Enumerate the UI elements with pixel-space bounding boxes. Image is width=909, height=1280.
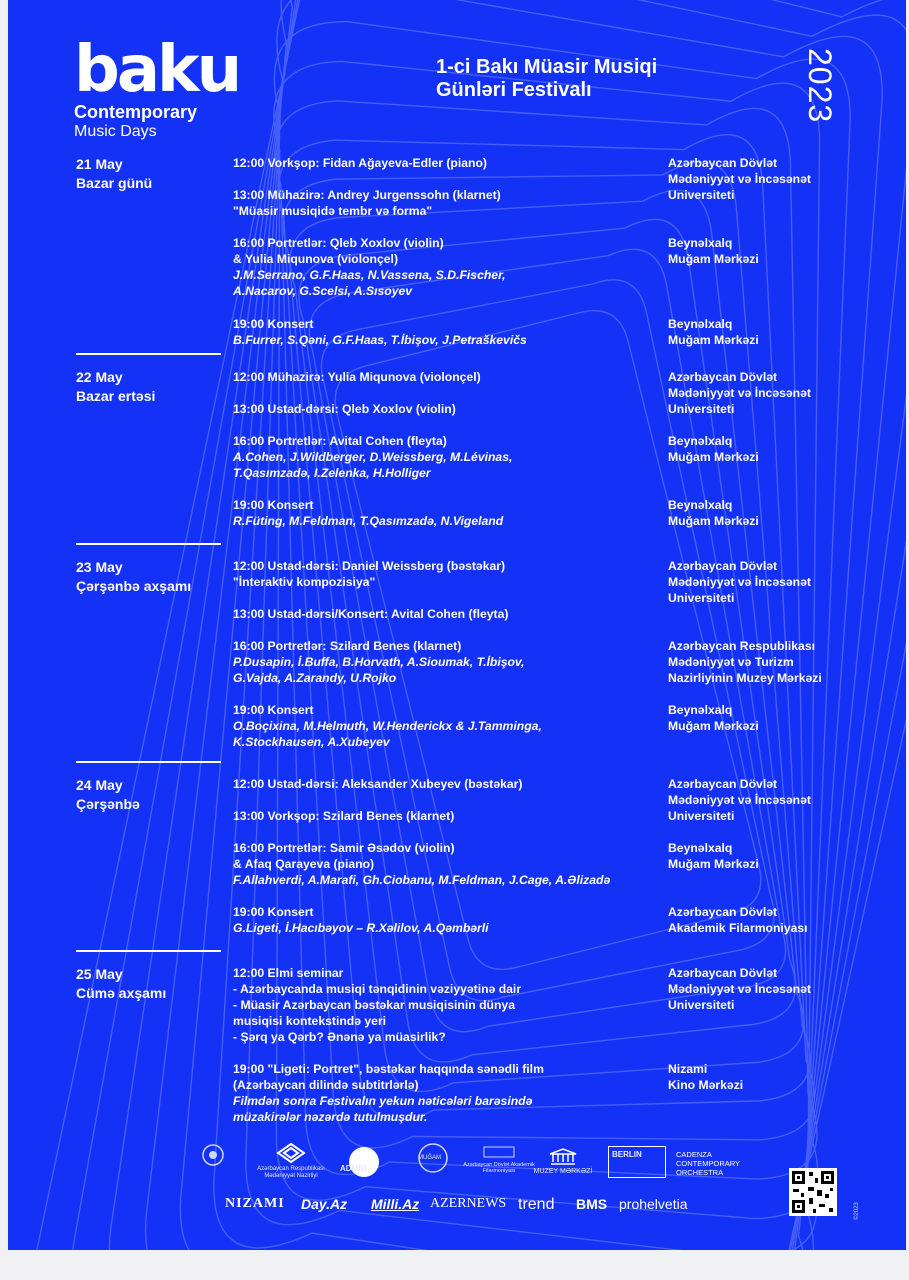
- day-divider: [76, 950, 221, 952]
- day-label: [76, 965, 166, 1003]
- venue-line: Akademik Filarmoniyası: [668, 921, 808, 935]
- event-composers: T.Qasımzadə, I.Zelenka, H.Holliger: [233, 466, 431, 480]
- day-label: [76, 776, 140, 814]
- event-title: 12:00 Mühazirə: Yulia Miqunova (violonçel): [233, 370, 481, 384]
- day-weekday: Bazar ertəsi: [76, 388, 156, 404]
- venue-line: Azərbaycan Dövlət: [668, 156, 778, 170]
- qr-code[interactable]: [789, 1168, 837, 1216]
- venue-line: Beynəlxalq: [668, 236, 733, 250]
- sponsor-logos: [168, 1138, 768, 1188]
- event-detail: musiqisi kontekstində yeri: [233, 1014, 387, 1028]
- venue-line: Azərbaycan Dövlət: [668, 370, 778, 384]
- event-entry: [233, 808, 663, 824]
- event-entry: [233, 187, 663, 219]
- event-detail: - Müasir Azərbaycan bəstəkar musiqisinin dünya: [233, 998, 515, 1012]
- venue-line: Muğam Mərkəzi: [668, 252, 759, 266]
- sponsor-cadenza: [676, 1150, 756, 1177]
- event-entry: [233, 316, 663, 348]
- event-entry: [233, 235, 663, 299]
- day-weekday: Cümə axşamı: [76, 985, 167, 1001]
- day-date: 22 May: [76, 369, 123, 385]
- event-entry: [233, 558, 663, 590]
- event-composers: A.Nacarov, G.Scelsi, A.Sısoyev: [233, 284, 413, 298]
- sponsor-ministry-emblem: [178, 1142, 248, 1170]
- media-bms: BMS: [576, 1196, 608, 1212]
- venue-line: Azərbaycan Dövlət: [668, 777, 778, 791]
- poster-credit: [844, 1150, 858, 1220]
- event-title: 12:00 Ustad-dərsi: Aleksander Xubeyev (bəstəkar): [233, 777, 523, 791]
- venue-line: Muğam Mərkəzi: [668, 719, 759, 733]
- venue-line: Mədəniyyət və İncəsənət: [668, 982, 811, 996]
- event-entry: [233, 904, 663, 936]
- event-composers: P.Dusapin, İ.Buffa, B.Horvath, A.Sioumak, T.İbişov,: [233, 655, 525, 669]
- emblem-icon: [198, 1142, 228, 1168]
- venue-line: Mədəniyyət və Turizm: [668, 655, 794, 669]
- day-date: 24 May: [76, 777, 123, 793]
- event-title: 19:00 Konsert: [233, 905, 314, 919]
- event-entry: [233, 606, 663, 622]
- day-divider: [76, 761, 221, 763]
- day-date: 23 May: [76, 559, 123, 575]
- event-venue: [668, 235, 868, 267]
- event-composers: R.Füting, M.Feldman, T.Qasımzadə, N.Vigeland: [233, 514, 504, 528]
- day-label: [76, 558, 191, 596]
- venue-line: Azərbaycan Dövlət: [668, 905, 778, 919]
- poster-credit-text: ©2023: [854, 1202, 860, 1220]
- event-venue: [668, 904, 868, 936]
- event-venue: [668, 965, 868, 1013]
- event-entry: [233, 776, 663, 792]
- event-detail: - Şərq ya Qərb? Ənənə ya müasirlik?: [233, 1030, 446, 1044]
- event-composers: O.Boçixina, M.Helmuth, W.Henderickx & J.Tamminga,: [233, 719, 542, 733]
- event-entry: [233, 155, 663, 171]
- sponsor-mugam: [408, 1138, 458, 1176]
- venue-line: Muğam Mərkəzi: [668, 333, 759, 347]
- media-milliaz: Milli.Az: [371, 1196, 420, 1212]
- venue-line: Universiteti: [668, 591, 735, 605]
- event-entry: [233, 369, 663, 385]
- sponsor-berlin-label: BERLIN: [612, 1150, 642, 1159]
- event-title: 19:00 Konsert: [233, 317, 314, 331]
- event-title: 12:00 Vorkşop: Fidan Ağayeva-Edler (piano): [233, 156, 487, 170]
- day-label: [76, 368, 155, 406]
- sponsor-berlin: [608, 1146, 666, 1178]
- festival-poster: [8, 0, 906, 1250]
- event-title: 16:00 Portretlər: Qleb Xoxlov (violin): [233, 236, 444, 250]
- event-venue: [668, 638, 868, 686]
- event-entry: [233, 401, 663, 417]
- venue-line: Universiteti: [668, 998, 735, 1012]
- qr-code-icon: [789, 1168, 837, 1216]
- event-title: 19:00 Konsert: [233, 703, 314, 717]
- event-entry: [233, 702, 663, 750]
- event-venue: [668, 558, 868, 606]
- muzey-building-icon: [548, 1148, 578, 1166]
- logo-wordmark: baku: [74, 33, 240, 107]
- venue-line: Nizami: [668, 1062, 708, 1076]
- venue-line: Muğam Mərkəzi: [668, 450, 759, 464]
- event-entry: [233, 965, 663, 1045]
- year-label: [802, 48, 842, 138]
- festival-title-line1: 1-ci Bakı Müasir Musiqi: [436, 56, 658, 78]
- event-entry: [233, 638, 663, 686]
- event-venue: [668, 369, 868, 417]
- day-divider: [76, 543, 221, 545]
- event-title: 19:00 Konsert: [233, 498, 314, 512]
- day-weekday: Bazar günü: [76, 175, 153, 191]
- sponsor-admiu-label: ADMIU: [340, 1164, 367, 1173]
- sponsor-admiu: [338, 1144, 386, 1182]
- sponsor-filarmoniya: [460, 1144, 538, 1174]
- event-entry: [233, 433, 663, 481]
- venue-line: Universiteti: [668, 402, 735, 416]
- sponsor-muzey-label: MUZEY MƏRKƏZİ: [533, 1168, 593, 1175]
- venue-line: Mədəniyyət və İncəsənət: [668, 172, 811, 186]
- venue-line: Azərbaycan Dövlət: [668, 966, 778, 980]
- venue-line: Mədəniyyət və İncəsənət: [668, 386, 811, 400]
- logo-subtitle-2: Music Days: [74, 123, 157, 140]
- event-venue: [668, 497, 868, 529]
- event-title: 13:00 Ustad-dərsi: Qleb Xoxlov (violin): [233, 402, 456, 416]
- sponsor-ministry-culture: [246, 1142, 336, 1180]
- event-detail: & Yulia Miqunova (violonçel): [233, 252, 399, 266]
- media-partners: [223, 1196, 783, 1222]
- event-entry: [233, 497, 663, 529]
- event-title: 13:00 Mühazirə: Andrey Jurgenssohn (klarnet): [233, 188, 501, 202]
- event-entry: [233, 1061, 663, 1125]
- event-detail: "İnteraktiv kompozisiya": [233, 575, 376, 589]
- day-date: 21 May: [76, 156, 123, 172]
- media-dayaz: Day.Az: [301, 1196, 348, 1212]
- event-venue: [668, 316, 868, 348]
- event-title: 16:00 Portretlər: Avital Cohen (fleyta): [233, 434, 447, 448]
- event-composers: J.M.Serrano, G.F.Haas, N.Vassena, S.D.Fischer,: [233, 268, 506, 282]
- venue-line: Universiteti: [668, 809, 735, 823]
- event-venue: [668, 702, 868, 734]
- event-title: 13:00 Ustad-dərsi/Konsert: Avital Cohen (fleyta): [233, 607, 509, 621]
- festival-logo: [74, 33, 240, 142]
- event-title: 19:00 "Ligeti: Portret", bəstəkar haqqında sənədli film: [233, 1062, 544, 1076]
- event-venue: [668, 776, 868, 824]
- sponsor-filarmoniya-label: Azərbaycan Dövlət Akademik Filarmoniyası: [463, 1162, 535, 1174]
- festival-title-line2: Günləri Festivalı: [436, 79, 592, 101]
- event-composers: müzakirələr nəzərdə tutulmuşdur.: [233, 1110, 428, 1124]
- venue-line: Azərbaycan Respublikası: [668, 639, 815, 653]
- event-composers: F.Allahverdi, A.Marafi, Gh.Ciobanu, M.Feldman, J.Cage, A.Əlizadə: [233, 873, 611, 887]
- venue-line: Mədəniyyət və İncəsənət: [668, 793, 811, 807]
- event-title: 12:00 Ustad-dərsi: Daniel Weissberg (bəstəkar): [233, 559, 506, 573]
- admiu-logo-icon: [342, 1144, 382, 1180]
- venue-line: Beynəlxalq: [668, 703, 733, 717]
- event-composers: K.Stockhausen, A.Xubeyev: [233, 735, 390, 749]
- event-composers: Filmdən sonra Festivalın yekun nəticələri barəsində: [233, 1094, 533, 1108]
- sponsor-cadenza-label: CADENZA CONTEMPORARY ORCHESTRA: [676, 1150, 740, 1177]
- day-divider: [76, 353, 221, 355]
- event-venue: [668, 155, 868, 203]
- event-detail: - Azərbaycanda musiqi tənqidinin vəziyyətinə dair: [233, 982, 522, 996]
- venue-line: Muğam Mərkəzi: [668, 857, 759, 871]
- media-azernews: AZERNEWS: [430, 1196, 507, 1211]
- event-composers: G.Vajda, A.Zarandy, U.Rojko: [233, 671, 397, 685]
- venue-line: Universiteti: [668, 188, 735, 202]
- sponsor-muzey: [528, 1148, 598, 1175]
- venue-line: Beynəlxalq: [668, 841, 733, 855]
- ministry-knot-icon: [276, 1142, 306, 1164]
- event-composers: B.Furrer, S.Qəni, G.F.Haas, T.İbişov, J.Petraškevičs: [233, 333, 527, 347]
- event-detail: & Afaq Qarayeva (piano): [233, 857, 375, 871]
- filarmoniya-logo-icon: [479, 1144, 519, 1160]
- event-venue: [668, 433, 868, 465]
- day-weekday: Çərşənbə axşamı: [76, 578, 192, 594]
- media-prohelvetia: prohelvetia: [619, 1196, 688, 1212]
- event-entry: [233, 840, 663, 888]
- venue-line: Beynəlxalq: [668, 434, 733, 448]
- event-title: 16:00 Portretlər: Szilard Benes (klarnet): [233, 639, 462, 653]
- sponsor-mugam-label: MUĞAM: [418, 1155, 441, 1161]
- event-title: 16:00 Portretlər: Samir Əsədov (violin): [233, 841, 455, 855]
- event-title: 13:00 Vorkşop: Szilard Benes (klarnet): [233, 809, 455, 823]
- venue-line: Beynəlxalq: [668, 498, 733, 512]
- venue-line: Muğam Mərkəzi: [668, 514, 759, 528]
- venue-line: Nazirliyinin Muzey Mərkəzi: [668, 671, 822, 685]
- venue-line: Azərbaycan Dövlət: [668, 559, 778, 573]
- event-detail: (Azərbaycan dilində subtitrlərlə): [233, 1078, 419, 1092]
- event-composers: A.Cohen, J.Wildberger, D.Weissberg, M.Lévinas,: [233, 450, 513, 464]
- event-venue: [668, 1061, 868, 1093]
- media-nizami: NIZAMI: [225, 1196, 285, 1211]
- day-date: 25 May: [76, 966, 123, 982]
- sponsor-ministry-label: Azərbaycan Respublikası Mədəniyyət Nazirliyi: [257, 1166, 325, 1179]
- event-composers: G.Ligeti, İ.Hacıbəyov – R.Xəlilov, A.Qəmbərli: [233, 921, 489, 935]
- event-title: 12:00 Elmi seminar: [233, 966, 344, 980]
- event-detail: "Müasir musiqidə tembr və forma": [233, 204, 433, 218]
- venue-line: Kino Mərkəzi: [668, 1078, 744, 1092]
- logo-subtitle-1: Contemporary: [74, 102, 198, 122]
- day-label: [76, 155, 152, 193]
- venue-line: Mədəniyyət və İncəsənət: [668, 575, 811, 589]
- year-text: 2023: [802, 48, 838, 124]
- event-venue: [668, 840, 868, 872]
- festival-title: [436, 56, 657, 102]
- media-trend: trend: [518, 1196, 555, 1213]
- day-weekday: Çərşənbə: [76, 796, 140, 812]
- venue-line: Beynəlxalq: [668, 317, 733, 331]
